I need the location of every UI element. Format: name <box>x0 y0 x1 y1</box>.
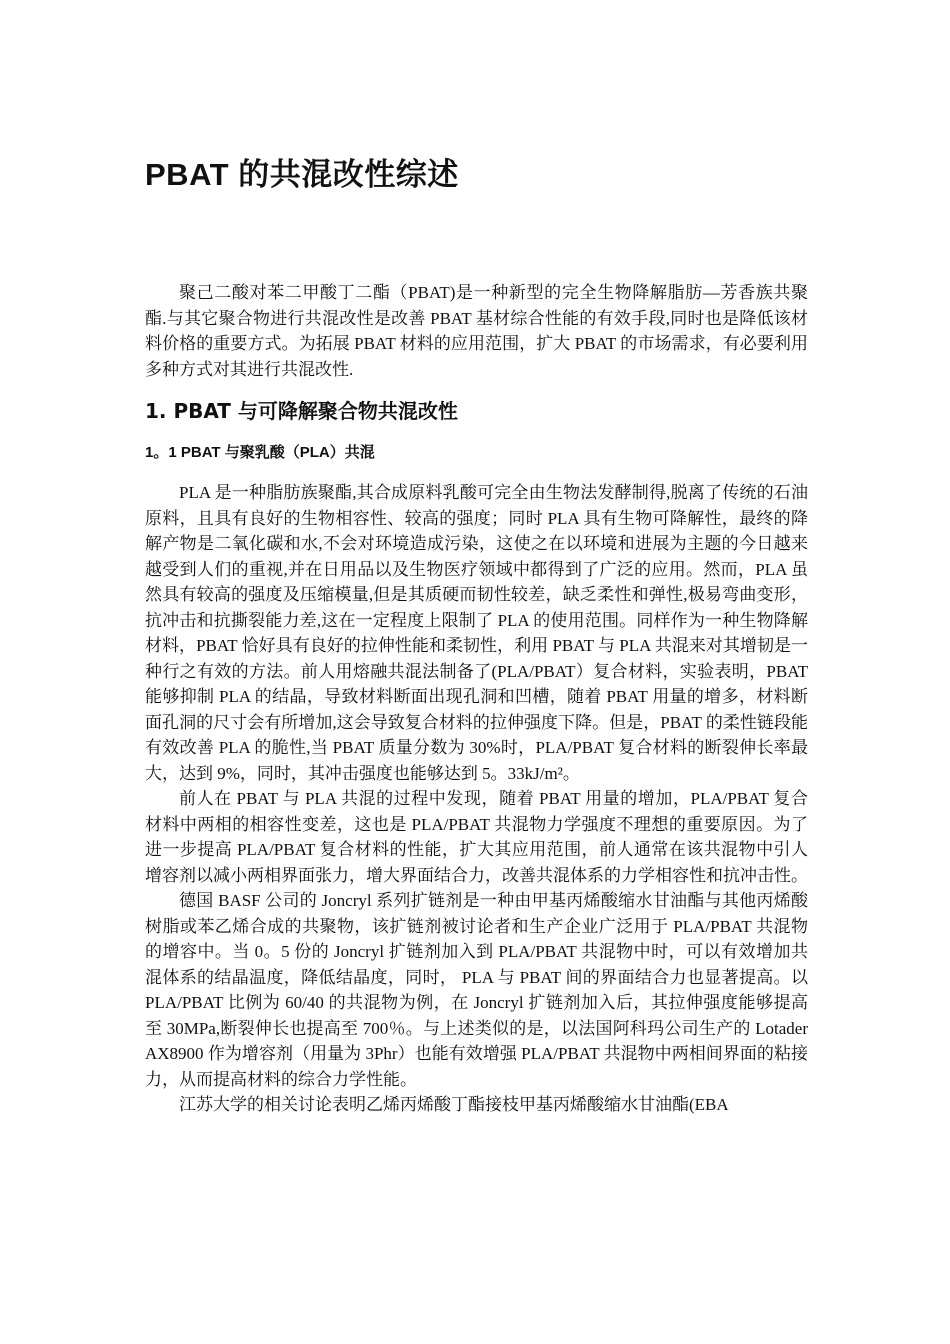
section-body <box>145 480 808 1118</box>
subsection-heading-1-1: 1。1 PBAT 与聚乳酸（PLA）共混 <box>145 444 375 461</box>
document-title: PBAT 的共混改性综述 <box>145 157 459 192</box>
section-heading-1: 1. PBAT 与可降解聚合物共混改性 <box>145 399 458 423</box>
body-paragraph: 前人在 PBAT 与 PLA 共混的过程中发现，随着 PBAT 用量的增加，PLA/PBAT 复合材料中两相的相容性变差，这也是 PLA/PBAT 共混物力学强度不理想的重要原因。为了进一步提高 PLA/PBAT 复合材料的性能，扩大其应用范围，前人通常在该共混物中引人增容剂以减小两相界面张力，增大界面结合力，改善共混体系的力学相容性和抗冲击性。 <box>145 789 808 885</box>
abstract-paragraph: 聚己二酸对苯二甲酸丁二酯（PBAT)是一种新型的完全生物降解脂肪—芳香族共聚酯.与其它聚合物进行共混改性是改善 PBAT 基材综合性能的有效手段,同时也是降低该材料价格的重要方式。为拓展 PBAT 材料的应用范围，扩大 PBAT 的市场需求，有必要利用多种方式对其进行共混改性. <box>145 283 808 379</box>
abstract-block <box>145 280 808 382</box>
body-paragraph: 江苏大学的相关讨论表明乙烯丙烯酸丁酯接枝甲基丙烯酸缩水甘油酯(EBA <box>179 1095 729 1114</box>
body-paragraph: 德国 BASF 公司的 Joncryl 系列扩链剂是一种由甲基丙烯酸缩水甘油酯与其他丙烯酸树脂或苯乙烯合成的共聚物，该扩链剂被讨论者和生产企业广泛用于 PLA/PBAT 共混物的增容中。当 0。5 份的 Joncryl 扩链剂加入到 PLA/PBAT 共混物中时，可以有效增加共混体系的结晶温度，降低结晶度，同时， PLA 与 PBAT 间的界面结合力也显著提高。以 PLA/PBAT 比例为 60/40 的共混物为例，在 Joncryl 扩链剂加入后，其拉伸强度能够提高至 30MPa,断裂伸长也提高至 700％。与上述类似的是，以法国阿科玛公司生产的 LotaderAX8900 作为增容剂（用量为 3Phr）也能有效增强 PLA/PBAT 共混物中两相间界面的粘接力，从而提高材料的综合力学性能。 <box>145 891 808 1089</box>
body-paragraph: PLA 是一种脂肪族聚酯,其合成原料乳酸可完全由生物法发酵制得,脱离了传统的石油原料，且具有良好的生物相容性、较高的强度；同时 PLA 具有生物可降解性，最终的降解产物是二氧化碳和水,不会对环境造成污染，这使之在以环境和进展为主题的今日越来越受到人们的重视,并在日用品以及生物医疗领域中都得到了广泛的应用。然而，PLA 虽然具有较高的强度及压缩模量,但是其质硬而韧性较差，缺乏柔性和弹性,极易弯曲变形，抗冲击和抗撕裂能力差,这在一定程度上限制了 PLA 的使用范围。同样作为一种生物降解材料，PBAT 恰好具有良好的拉伸性能和柔韧性，利用 PBAT 与 PLA 共混来对其增韧是一种行之有效的方法。前人用熔融共混法制备了(PLA/PBAT）复合材料，实验表明，PBAT 能够抑制 PLA 的结晶，导致材料断面出现孔洞和凹槽，随着 PBAT 用量的增多，材料断面孔洞的尺寸会有所增加,这会导致复合材料的拉伸强度下降。但是，PBAT 的柔性链段能有效改善 PLA 的脆性,当 PBAT 质量分数为 30%时，PLA/PBAT 复合材料的断裂伸长率最大，达到 9%，同时，其冲击强度也能够达到 5。33kJ/m²。 <box>145 483 808 783</box>
